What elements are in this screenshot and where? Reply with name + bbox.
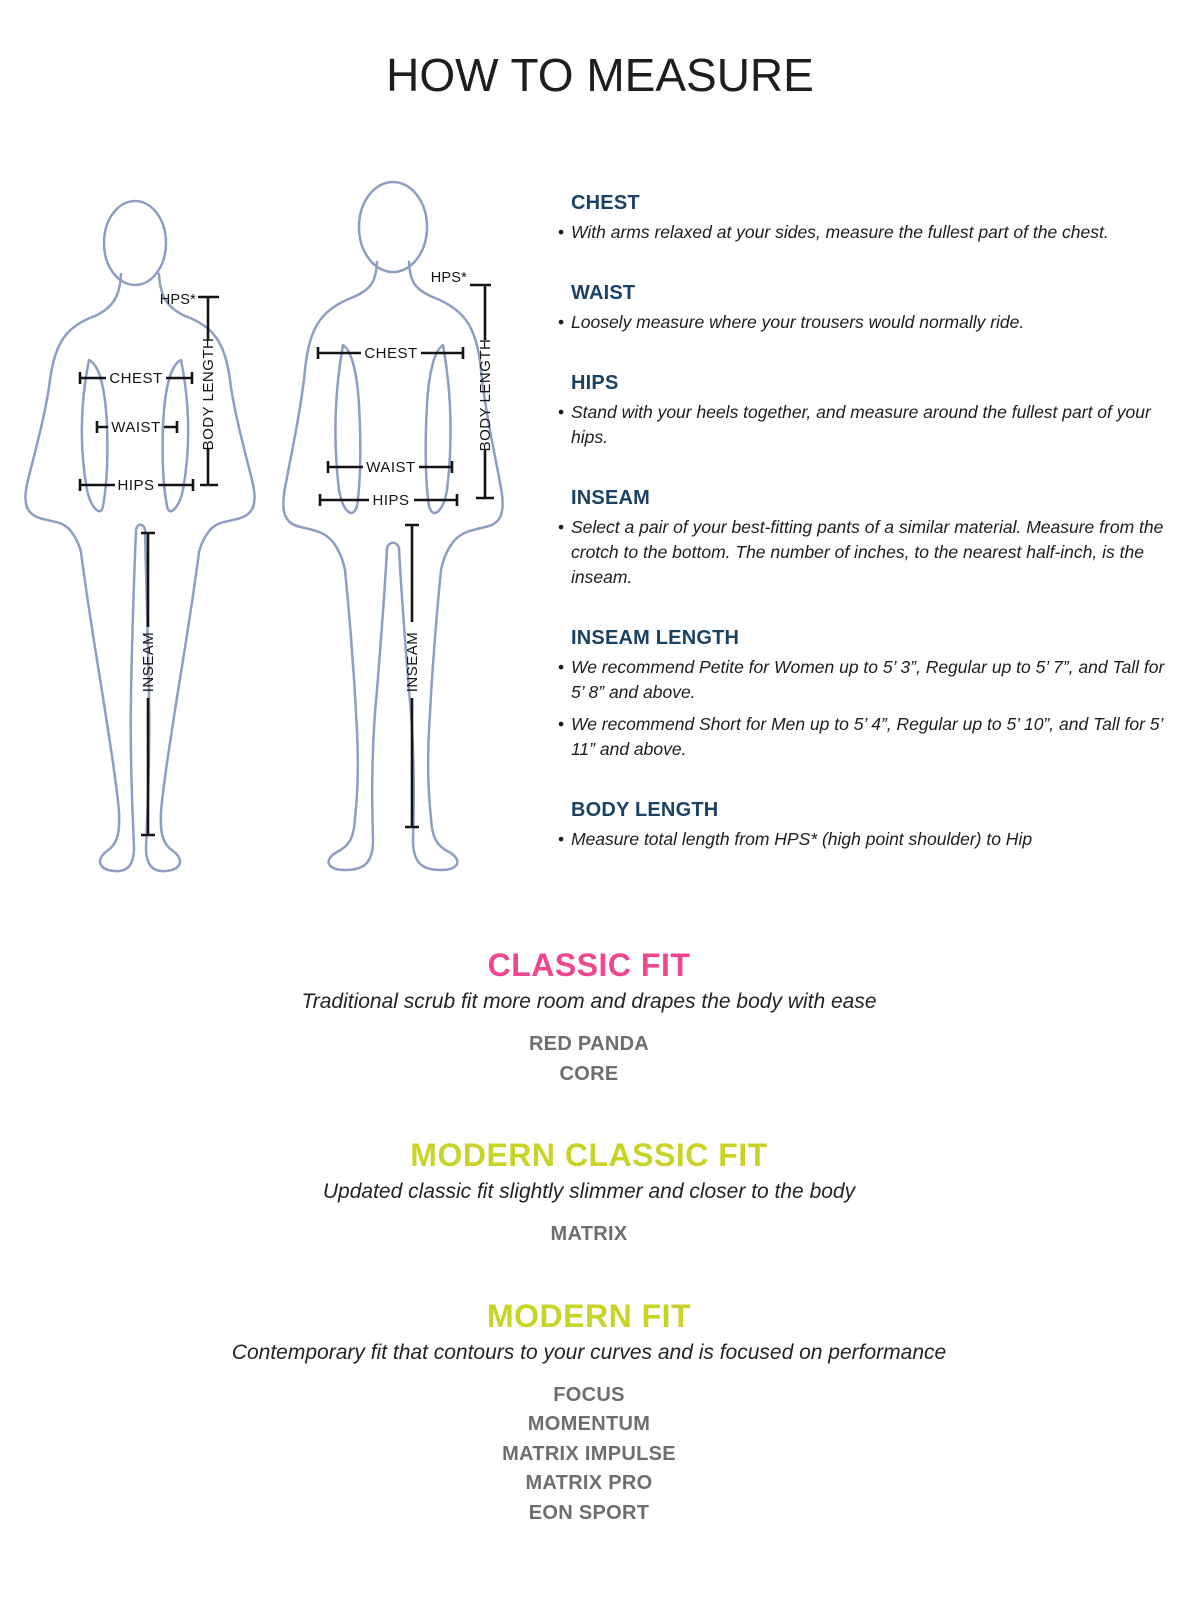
male-left-arm-gap <box>336 345 361 513</box>
instruction-section-waist <box>557 282 1177 335</box>
instruction-section-inseam-length <box>557 627 1177 762</box>
fit-description: Contemporary fit that contours to your curves and is focused on performance <box>231 1340 947 1364</box>
instruction-bullet: • With arms relaxed at your sides, measure the fullest part of the chest. <box>557 220 1177 245</box>
female-chest-label: CHEST <box>109 370 163 387</box>
fit-section-modern-classic <box>0 1136 1178 1250</box>
female-inseam-label: INSEAM <box>140 631 157 693</box>
female-waist-label: WAIST <box>111 419 161 436</box>
fit-product-lines <box>0 1381 1178 1529</box>
section-heading: HIPS <box>571 372 619 394</box>
instruction-bullet: • We recommend Short for Men up to 5’ 4”, Regular up to 5’ 10”, and Tall for 5’ 11” and above. <box>557 712 1177 762</box>
male-right-arm-gap <box>426 345 451 513</box>
male-inseam-label: INSEAM <box>404 631 421 693</box>
female-body-length-label: BODY LENGTH <box>200 337 217 451</box>
product-line: CORE <box>559 1062 619 1085</box>
product-line: MOMENTUM <box>527 1413 651 1435</box>
instruction-section-body-length <box>557 799 1177 852</box>
section-heading: INSEAM LENGTH <box>571 627 740 649</box>
male-chest-label: CHEST <box>364 345 418 362</box>
instruction-section-hips <box>557 372 1177 450</box>
instruction-bullet: • Stand with your heels together, and measure around the fullest part of your hips. <box>557 400 1177 450</box>
product-line: MATRIX <box>550 1223 628 1245</box>
fit-name: MODERN CLASSIC FIT <box>410 1137 768 1173</box>
instruction-bullet: • We recommend Petite for Women up to 5’ 3”, Regular up to 5’ 7”, and Tall for 5’ 8” and above. <box>557 655 1177 705</box>
section-heading: WAIST <box>571 282 636 304</box>
section-heading: BODY LENGTH <box>571 799 719 821</box>
page-title: HOW TO MEASURE <box>386 49 814 101</box>
female-head-outline <box>104 201 166 285</box>
product-line: MATRIX PRO <box>525 1472 653 1494</box>
fit-description: Traditional scrub fit more room and drapes the body with ease <box>301 990 877 1013</box>
fit-name: MODERN FIT <box>486 1297 692 1334</box>
product-line: EON SPORT <box>528 1501 650 1524</box>
male-hips-label: HIPS <box>372 492 410 509</box>
fit-guide <box>0 946 1178 1575</box>
product-line: MATRIX IMPULSE <box>502 1442 676 1465</box>
female-right-arm-gap <box>163 360 188 511</box>
male-head-outline <box>359 182 427 272</box>
male-figure-diagram <box>275 170 535 880</box>
section-heading: INSEAM <box>571 487 650 509</box>
fit-section-classic <box>0 946 1178 1089</box>
male-waist-label: WAIST <box>366 459 416 476</box>
female-hps-label: HPS* <box>159 292 196 308</box>
female-hips-label: HIPS <box>117 477 155 494</box>
section-heading: CHEST <box>571 192 640 214</box>
female-figure-diagram <box>15 190 265 880</box>
fit-product-lines <box>0 1030 1178 1089</box>
instruction-section-inseam <box>557 487 1177 590</box>
female-left-arm-gap <box>82 360 107 511</box>
fit-description: Updated classic fit slightly slimmer and closer to the body <box>322 1180 856 1203</box>
male-hps-label: HPS* <box>430 270 467 286</box>
female-body-outline <box>25 274 254 871</box>
instruction-bullet: • Loosely measure where your trousers would normally ride. <box>557 310 1177 335</box>
instruction-section-chest <box>557 192 1177 245</box>
fit-product-lines <box>0 1220 1178 1250</box>
fit-name: CLASSIC FIT <box>487 947 691 983</box>
instructions-column <box>557 192 1177 889</box>
instruction-bullet: • Select a pair of your best-fitting pants of a similar material. Measure from the crotch to the bottom. The number of inches, to the nearest half-inch, is the inseam. <box>557 515 1177 590</box>
male-body-length-label: BODY LENGTH <box>477 338 494 452</box>
instruction-bullet: • Measure total length from HPS* (high point shoulder) to Hip <box>557 827 1177 852</box>
product-line: FOCUS <box>553 1383 625 1406</box>
fit-section-modern <box>0 1297 1178 1529</box>
product-line: RED PANDA <box>528 1033 650 1055</box>
